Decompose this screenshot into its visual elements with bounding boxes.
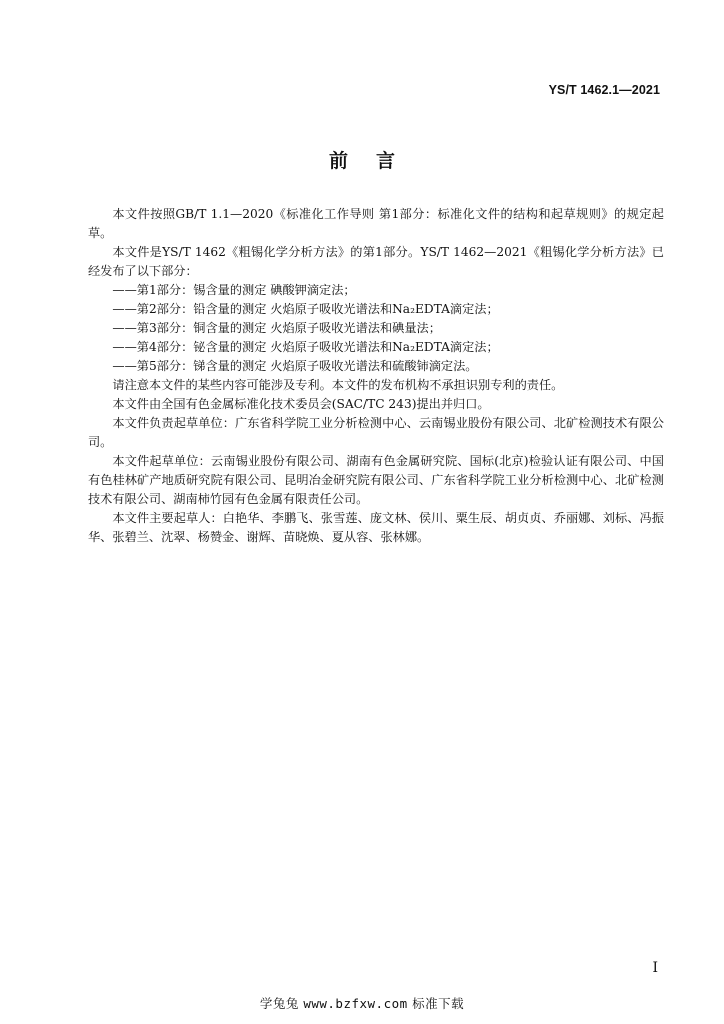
footer-site-name: 学兔兔 <box>259 996 299 1011</box>
paragraph-responsible-unit: 本文件负责起草单位：广东省科学院工业分析检测中心、云南锡业股份有限公司、北矿检测技术有限公司。 <box>88 416 664 449</box>
document-code: YS/T 1462.1—2021 <box>548 83 660 97</box>
list-item-part-5: ——第5部分：锑含量的测定 火焰原子吸收光谱法和硫酸铈滴定法。 <box>112 359 478 373</box>
foreword-body <box>88 205 664 547</box>
list-item-part-2: ——第2部分：铅含量的测定 火焰原子吸收光谱法和Na₂EDTA滴定法； <box>112 302 499 316</box>
footer-url[interactable]: www.bzfxw.com <box>303 996 408 1011</box>
footer-watermark <box>0 994 724 1012</box>
paragraph-patent-notice: 请注意本文件的某些内容可能涉及专利。本文件的发布机构不承担识别专利的责任。 <box>112 378 564 392</box>
paragraph-committee: 本文件由全国有色金属标准化技术委员会(SAC/TC 243)提出并归口。 <box>112 397 490 411</box>
paragraph-part-intro: 本文件是YS/T 1462《粗锡化学分析方法》的第1部分。YS/T 1462—2021《粗锡化学分析方法》已经发布了以下部分： <box>88 245 664 278</box>
page-title: 前言 <box>328 150 423 172</box>
list-item-part-4: ——第4部分：铋含量的测定 火焰原子吸收光谱法和Na₂EDTA滴定法； <box>112 340 499 354</box>
paragraph-drafting-rules: 本文件按照GB/T 1.1—2020《标准化工作导则 第1部分：标准化文件的结构和起草规则》的规定起草。 <box>88 207 664 240</box>
paragraph-drafters: 本文件主要起草人：白艳华、李鹏飞、张雪莲、庞文林、侯川、粟生辰、胡贞贞、乔丽娜、刘标、冯振华、张碧兰、沈翠、杨赞金、谢辉、苗晓焕、夏从容、张林娜。 <box>88 511 664 544</box>
footer-tagline: 标准下载 <box>412 996 465 1011</box>
list-item-part-1: ——第1部分：锡含量的测定 碘酸钾滴定法； <box>112 283 356 297</box>
paragraph-drafting-units: 本文件起草单位：云南锡业股份有限公司、湖南有色金属研究院、国标(北京)检验认证有限公司、中国有色桂林矿产地质研究院有限公司、昆明冶金研究院有限公司、广东省科学院工业分析检测中心、北矿检测技术有限公司、湖南柿竹园有色金属有限责任公司。 <box>88 454 664 506</box>
page-number: I <box>652 960 658 976</box>
list-item-part-3: ——第3部分：铜含量的测定 火焰原子吸收光谱法和碘量法； <box>112 321 441 335</box>
